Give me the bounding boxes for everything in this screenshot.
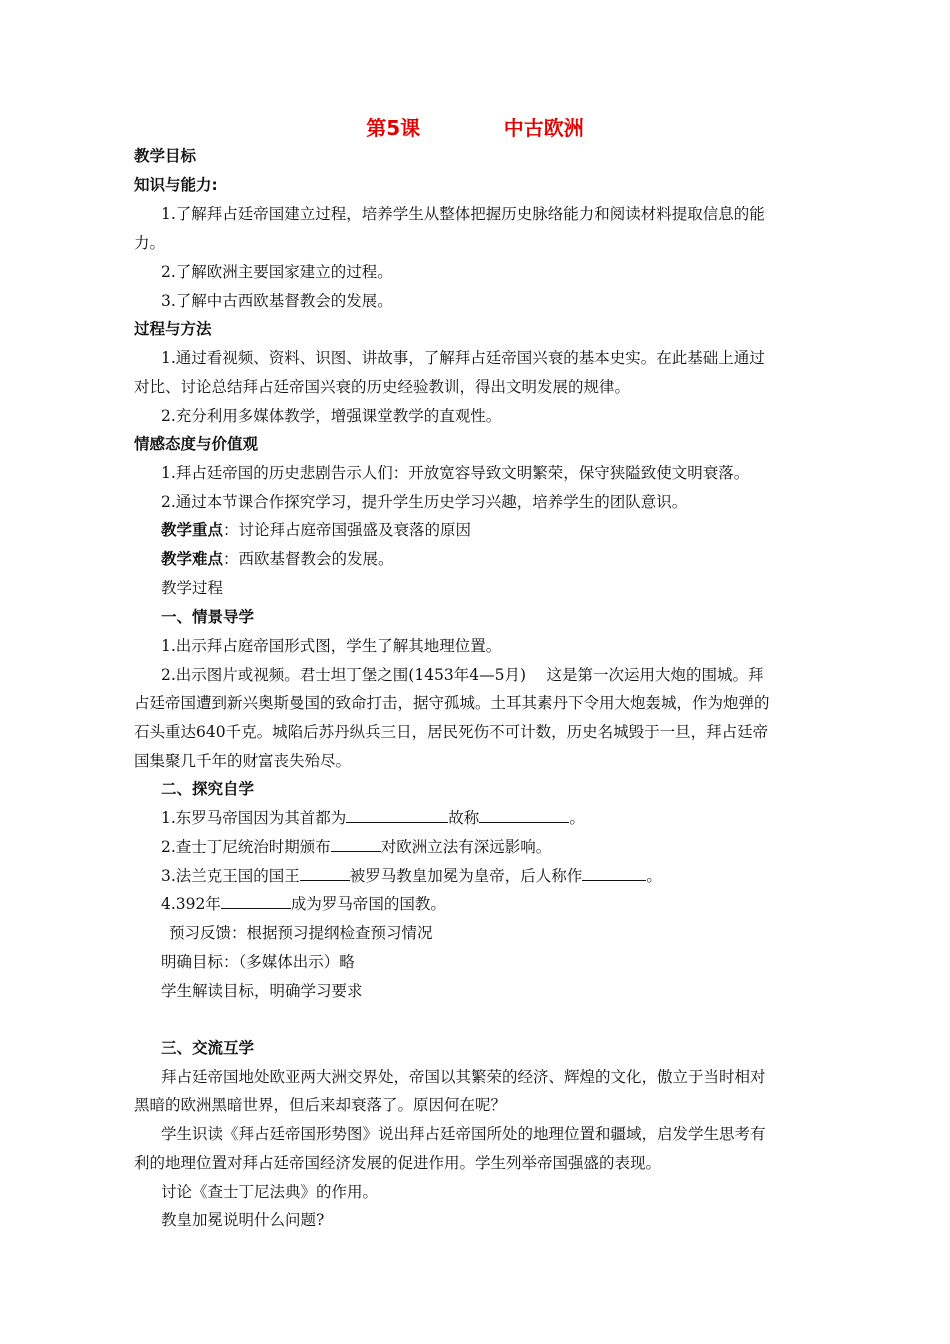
key-point-line [161,518,471,542]
knowledge-heading: 知识与能力: [134,176,218,194]
knowledge-item-1-line-2: 力。 [134,234,166,252]
knowledge-item-1-line-1: 1.了解拜占廷帝国建立过程，培养学生从整体把握历史脉络能力和阅读材料提取信息的能 [161,205,765,223]
section-1-item-2-line-1: 2.出示图片或视频。君士坦丁堡之围(1453年4—5月) 这是第一次运用大炮的围城。拜 [161,666,764,684]
process-item-1-line-1: 1.通过看视频、资料、识图、讲故事，了解拜占廷帝国兴衰的基本史实。在此基础上通过 [161,349,765,367]
section-3-heading: 三、交流互学 [161,1039,255,1057]
lesson-name: 中古欧洲 [503,116,584,140]
question-4-part-a: 4.392年 [161,895,221,913]
section-3-para-3: 讨论《查士丁尼法典》的作用。 [161,1183,379,1201]
blank-line [582,866,646,881]
question-1 [161,806,585,830]
section-3-para-2-line-2: 利的地理位置对拜占廷帝国经济发展的促进作用。学生列举帝国强盛的表现。 [134,1154,662,1172]
section-3-para-4: 教皇加冕说明什么问题? [161,1211,325,1229]
lesson-number: 第5课 [366,116,421,140]
question-3-part-b: 被罗马教皇加冕为皇帝，后人称作 [349,867,583,885]
preview-feedback: 预习反馈：根据预习提纲检查预习情况 [169,924,433,942]
section-1-item-2-line-4: 国集聚几千年的财富丧失殆尽。 [134,752,352,770]
lesson-title [0,114,950,142]
section-1-item-2-line-2: 占廷帝国遭到新兴奥斯曼国的致命打击，据守孤城。土耳其素丹下令用大炮轰城，作为炮弹的 [134,694,770,712]
section-2-heading: 二、探究自学 [161,780,255,798]
blank-line [346,808,448,823]
question-1-part-a: 1.东罗马帝国因为其首都为 [161,809,347,827]
emotion-heading: 情感态度与价值观 [134,435,259,453]
question-3-part-c: 。 [646,867,662,885]
teaching-process-heading: 教学过程 [161,579,224,597]
section-3-para-1-line-2: 黑暗的欧洲黑暗世界，但后来却衰落了。原因何在呢？ [134,1096,507,1114]
blank-line [300,866,350,881]
process-method-heading: 过程与方法 [134,320,212,338]
question-4-part-b: 成为罗马帝国的国教。 [290,895,446,913]
key-point-label: 教学重点 [161,521,224,539]
knowledge-item-3: 3.了解中古西欧基督教会的发展。 [161,292,393,310]
section-1-item-2-line-3: 石头重达640千克。城陷后苏丹纵兵三日，居民死伤不可计数，历史名城毁于一旦，拜占廷帝 [134,723,769,741]
student-read-goal: 学生解读目标，明确学习要求 [161,982,363,1000]
section-1-heading: 一、情景导学 [161,608,255,626]
section-3-para-2-line-1: 学生识读《拜占廷帝国形势图》说出拜占廷帝国所处的地理位置和疆域，启发学生思考有 [161,1125,766,1143]
section-3-para-1-line-1: 拜占廷帝国地处欧亚两大洲交界处，帝国以其繁荣的经济、辉煌的文化，傲立于当时相对 [161,1068,766,1086]
blank-line [479,808,569,823]
blank-line [331,837,381,852]
question-2 [161,835,551,859]
question-3-part-a: 3.法兰克王国的国王 [161,867,300,885]
question-2-part-b: 对欧洲立法有深远影响。 [380,838,552,856]
blank-line [221,894,291,909]
emotion-item-2: 2.通过本节课合作探究学习，提升学生历史学习兴趣，培养学生的团队意识。 [161,493,688,511]
key-point-text: ：讨论拜占庭帝国强盛及衰落的原因 [223,521,472,539]
section-1-item-1: 1.出示拜占庭帝国形式图，学生了解其地理位置。 [161,637,502,655]
difficulty-text: ：西欧基督教会的发展。 [223,550,394,568]
clear-goal: 明确目标：（多媒体出示）略 [161,953,355,971]
process-item-2: 2.充分利用多媒体教学，增强课堂教学的直观性。 [161,407,502,425]
question-2-part-a: 2.查士丁尼统治时期颁布 [161,838,331,856]
emotion-item-1: 1.拜占廷帝国的历史悲剧告示人们：开放宽容导致文明繁荣，保守狭隘致使文明衰落。 [161,464,750,482]
process-item-1-line-2: 对比、讨论总结拜占廷帝国兴衰的历史经验教训，得出文明发展的规律。 [134,378,631,396]
question-1-part-c: 。 [569,809,585,827]
question-4 [161,892,446,916]
objectives-heading: 教学目标 [134,147,197,165]
question-3 [161,864,662,888]
difficulty-line [161,547,394,571]
question-1-part-b: 故称 [448,809,480,827]
difficulty-label: 教学难点 [161,550,224,568]
knowledge-item-2: 2.了解欧洲主要国家建立的过程。 [161,263,393,281]
